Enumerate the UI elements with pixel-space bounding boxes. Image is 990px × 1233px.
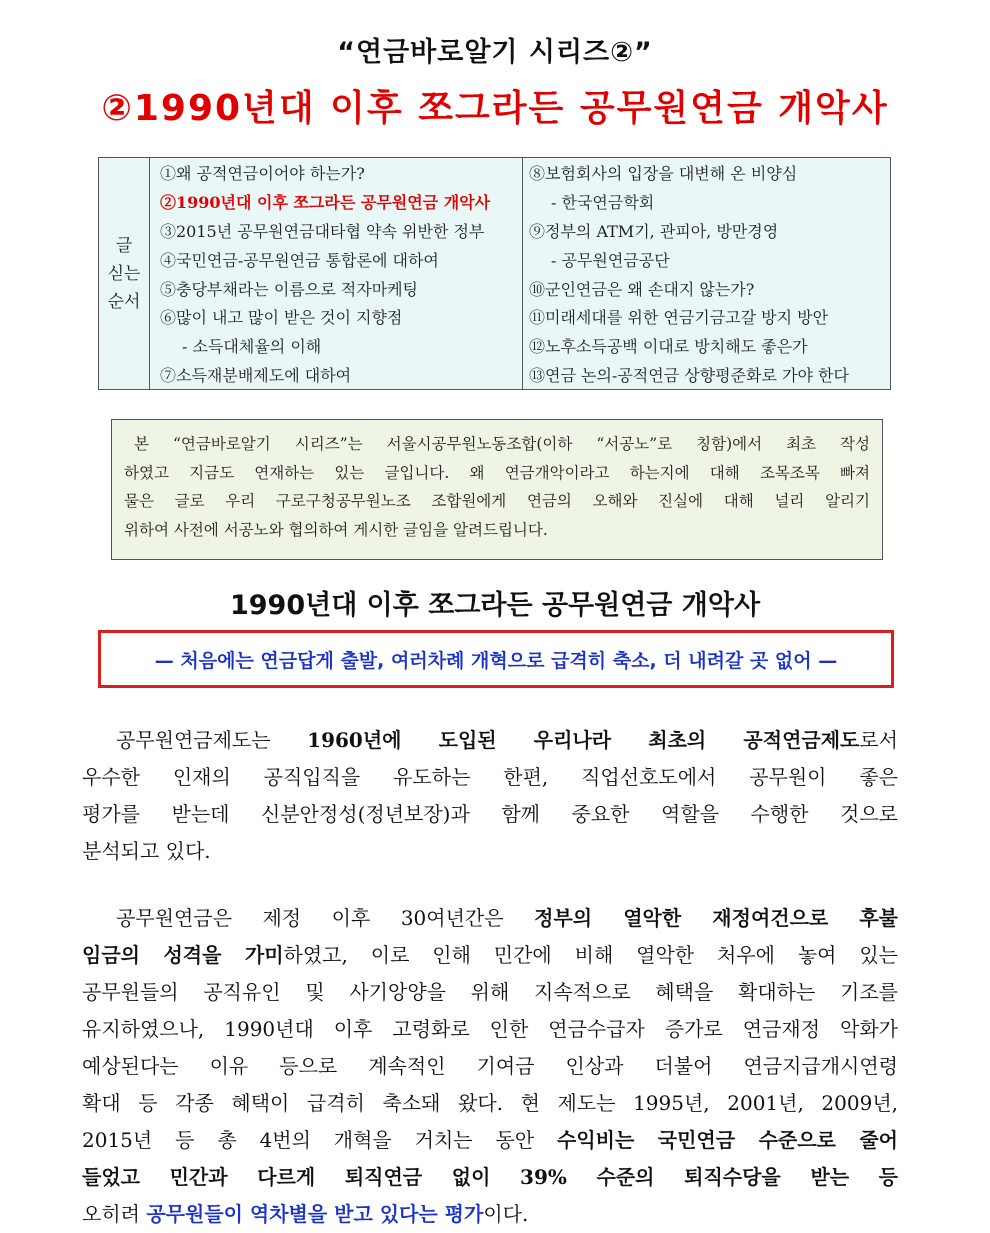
article-title: 1990년대 이후 쪼그라든 공무원연금 개악사: [229, 590, 761, 621]
toc-subitem: - 소득대체율의 이해: [182, 337, 322, 357]
toc-label: [99, 158, 150, 389]
paragraph-line: 임금의 성격을 가미하였고, 이로 인해 민간에 비해 열악한 처우에 놓여 있는: [82, 943, 898, 967]
toc-item[interactable]: ③2015년 공무원연금대타협 약속 위반한 정부: [160, 221, 485, 241]
paragraph-line: 확대 등 각종 혜택이 급격히 축소돼 왔다. 현 제도는 1995년, 2001년, 2009년,: [82, 1091, 898, 1115]
notice-line: 본 “연금바로알기 시리즈”는 서울시공무원노동조합(이하 “서공노”로 칭함)에서 최초 작성: [134, 435, 870, 453]
toc-item[interactable]: ⑨정부의 ATM기, 관피아, 방만경영: [529, 221, 779, 241]
table-of-contents: [98, 157, 891, 390]
paragraph-line: 들었고 민간과 다르게 퇴직연금 없이 39% 수준의 퇴직수당을 받는 등: [82, 1165, 898, 1189]
toc-label-line: 글: [115, 235, 133, 256]
toc-left-column: [150, 158, 523, 389]
paragraph-line: 분석되고 있다.: [82, 839, 211, 863]
toc-item[interactable]: ⑥많이 내고 많이 받은 것이 지향점: [160, 308, 403, 328]
notice-line: 하였고 지금도 연재하는 있는 글입니다. 왜 연금개악이라고 하는지에 대해 조목조목 빠져: [124, 463, 870, 482]
toc-label-line: 순서: [107, 291, 141, 312]
toc-item[interactable]: ⑧보험회사의 입장을 대변해 온 비양심: [529, 164, 798, 183]
paragraph-2: [82, 900, 898, 1233]
paragraph-line: 공무원들의 공직유인 및 사기앙양을 위해 지속적으로 혜택을 확대하는 기조를: [82, 980, 898, 1004]
toc-item[interactable]: ⑦소득재분배제도에 대하여: [160, 366, 352, 386]
paragraph-line: 2015년 등 총 4번의 개혁을 거치는 동안 수익비는 국민연금 수준으로 줄어: [82, 1128, 898, 1152]
paragraph-line: 평가를 받는데 신분안정성(정년보장)과 함께 중요한 역할을 수행한 것으로: [82, 802, 898, 826]
toc-subitem: - 공무원연금공단: [551, 250, 670, 270]
paragraph-line: 공무원연금제도는 1960년에 도입된 우리나라 최초의 공적연금제도로서: [116, 728, 898, 752]
paragraph-1: [82, 722, 898, 870]
notice-line: 물은 글로 우리 구로구청공무원노조 조합원에게 연금의 오해와 진실에 대해 널리 알리기: [124, 492, 870, 510]
toc-label-line: 싣는: [107, 263, 141, 284]
paragraph-line: 공무원연금은 제정 이후 30여년간은 정부의 열악한 재정여건으로 후불: [116, 906, 899, 930]
toc-item[interactable]: ⑫노후소득공백 이대로 방치해도 좋은가: [529, 337, 808, 357]
series-title: “연금바로알기 시리즈②”: [337, 37, 653, 68]
main-title: ②1990년대 이후 쪼그라든 공무원연금 개악사: [101, 88, 889, 129]
toc-item[interactable]: ⑤충당부채라는 이름으로 적자마케팅: [160, 279, 419, 299]
toc-right-column: [523, 158, 890, 389]
subtitle-box: [98, 630, 894, 688]
toc-item-current[interactable]: ②1990년대 이후 쪼그라든 공무원연금 개악사: [160, 192, 491, 212]
paragraph-line: 우수한 인재의 공직입직을 유도하는 한편, 직업선호도에서 공무원이 좋은: [82, 765, 898, 789]
paragraph-line: 오히려 공무원들이 역차별을 받고 있다는 평가이다.: [82, 1202, 529, 1226]
toc-subitem: - 한국연금학회: [551, 192, 655, 212]
notice-box: [111, 419, 883, 560]
article-subtitle: — 처음에는 연금답게 출발, 여러차례 개혁으로 급격히 축소, 더 내려갈 곳 없어 —: [154, 649, 838, 672]
notice-line: 위하여 사전에 서공노와 협의하여 게시한 글임을 알려드립니다.: [124, 520, 548, 539]
toc-item[interactable]: ⑬연금 논의-공적연금 상향평준화로 가야 한다: [529, 366, 849, 386]
paragraph-line: 유지하였으나, 1990년대 이후 고령화로 인한 연금수급자 증가로 연금재정 악화가: [82, 1017, 898, 1041]
toc-item[interactable]: ⑪미래세대를 위한 연금기금고갈 방지 방안: [529, 308, 829, 328]
toc-item[interactable]: ⑩군인연금은 왜 손대지 않는가?: [529, 279, 755, 299]
toc-item[interactable]: ①왜 공적연금이어야 하는가?: [160, 164, 365, 183]
toc-item[interactable]: ④국민연금-공무원연금 통합론에 대하여: [160, 250, 439, 270]
paragraph-line: 예상된다는 이유 등으로 계속적인 기여금 인상과 더불어 연금지급개시연령: [82, 1054, 898, 1078]
